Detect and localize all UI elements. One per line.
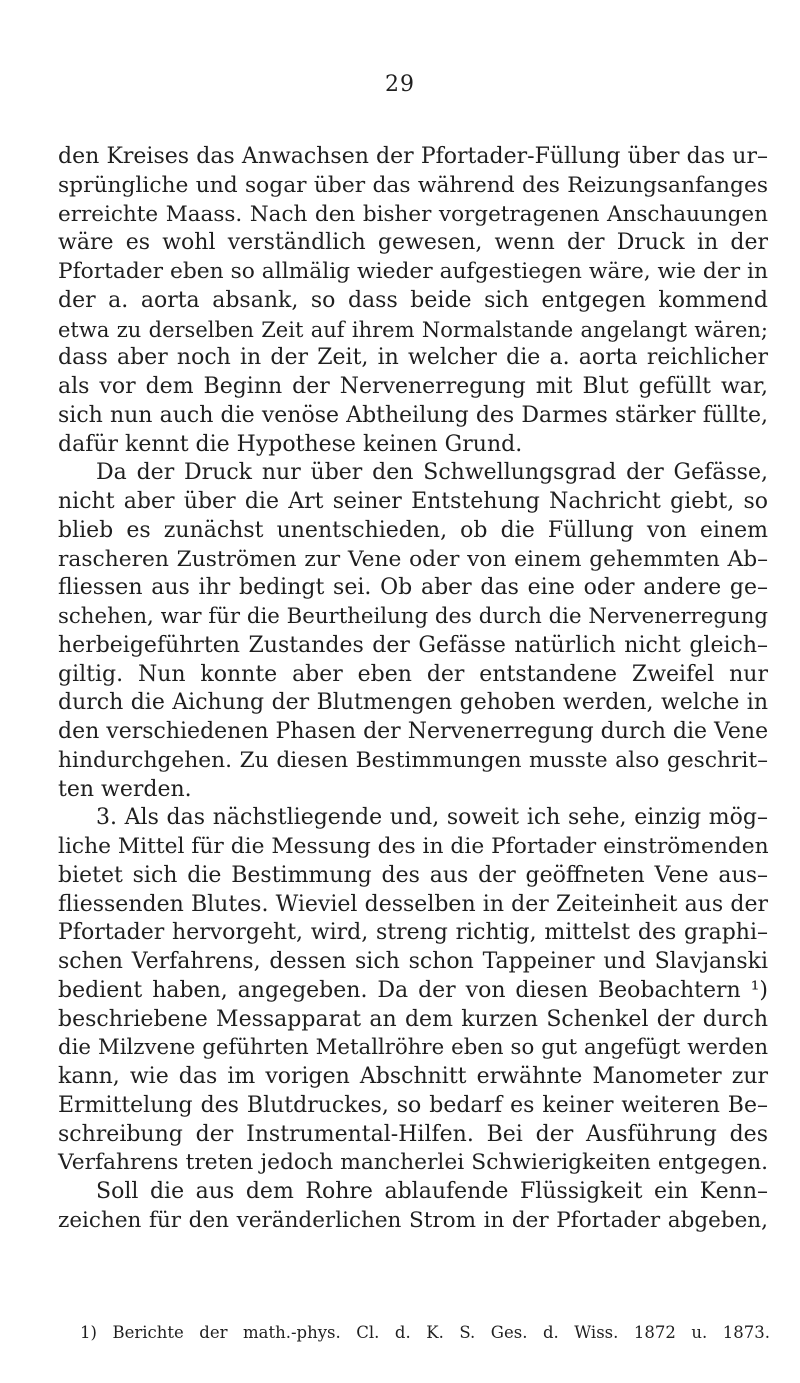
footnote: 1) Berichte der math.-phys. Cl. d. K. S. Ges. d. Wiss. 1872 u. 1873.	[80, 1323, 770, 1342]
text-line: kann, wie das im vorigen Abschnitt erwähnte Manometer zur	[58, 1064, 768, 1089]
text-line: 3. Als das nächstliegende und, soweit ich sehe, einzig mög–	[96, 805, 768, 831]
text-line: dass aber noch in der Zeit, in welcher die a. aorta reichlicher	[58, 345, 768, 371]
body-text	[58, 143, 768, 1236]
text-line: schen Verfahrens, dessen sich schon Tappeiner und Slavjanski	[58, 949, 768, 974]
text-line: etwa zu derselben Zeit auf ihrem Normalstande angelangt wären;	[58, 317, 768, 342]
text-line: ten werden.	[58, 776, 192, 802]
text-line: zeichen für den veränderlichen Strom in der Pfortader abgeben,	[58, 1207, 768, 1233]
text-line: wäre es wohl verständlich gewesen, wenn der Druck in der	[58, 230, 768, 256]
text-line: blieb es zunächst unentschieden, ob die Füllung von einem	[58, 517, 768, 543]
text-line: den verschiedenen Phasen der Nervenerregung durch die Vene	[58, 719, 769, 744]
text-line: beschriebene Messapparat an dem kurzen Schenkel der durch	[58, 1006, 768, 1032]
text-line: die Milzvene geführten Metallröhre eben so gut angefügt werden	[58, 1035, 768, 1061]
text-line: als vor dem Beginn der Nervenerregung mit Blut gefüllt war,	[58, 374, 768, 399]
text-line: Da der Druck nur über den Schwellungsgrad der Gefässe,	[96, 460, 768, 486]
text-line: herbeigeführten Zustandes der Gefässe natürlich nicht gleich–	[58, 632, 768, 658]
page-number: 29	[385, 72, 415, 97]
text-line: sprüngliche und sogar über das während des Reizungsanfanges	[58, 172, 768, 198]
text-line: bedient haben, angegeben. Da der von diesen Beobachtern ¹)	[58, 977, 768, 1003]
text-line: fliessen aus ihr bedingt sei. Ob aber das eine oder andere ge–	[58, 575, 768, 601]
text-line: sich nun auch die venöse Abtheilung des Darmes stärker füllte,	[58, 402, 768, 428]
text-line: liche Mittel für die Messung des in die Pfortader einströmenden	[58, 834, 769, 859]
text-line: erreichte Maass. Nach den bisher vorgetragenen Anschauungen	[58, 201, 768, 227]
text-line: Pfortader hervorgeht, wird, streng richtig, mittelst des graphi–	[58, 920, 768, 946]
text-line: bietet sich die Bestimmung des aus der geöffneten Vene aus–	[58, 862, 768, 888]
text-line: durch die Aichung der Blutmengen gehoben werden, welche in	[58, 690, 768, 716]
text-line: nicht aber über die Art seiner Entstehung Nachricht giebt, so	[58, 489, 768, 514]
text-line: der a. aorta absank, so dass beide sich entgegen kommend	[58, 287, 768, 313]
text-line: hindurchgehen. Zu diesen Bestimmungen musste also geschrit–	[58, 747, 768, 773]
text-line: fliessenden Blutes. Wieviel desselben in der Zeiteinheit aus der	[58, 891, 768, 917]
text-line: Ermittelung des Blutdruckes, so bedarf es keiner weiteren Be–	[58, 1092, 768, 1118]
text-line: Verfahrens treten jedoch mancherlei Schwierigkeiten entgegen.	[58, 1150, 768, 1176]
text-line: dafür kennt die Hypothese keinen Grund.	[58, 431, 523, 457]
text-line: Pfortader eben so allmälig wieder aufgestiegen wäre, wie der in	[58, 259, 768, 284]
text-line: schehen, war für die Beurtheilung des durch die Nervenerregung	[58, 604, 768, 629]
text-line: rascheren Zuströmen zur Vene oder von einem gehemmten Ab–	[58, 546, 768, 572]
text-line: den Kreises das Anwachsen der Pfortader-Füllung über das ur–	[58, 144, 768, 169]
text-line: Soll die aus dem Rohre ablaufende Flüssigkeit ein Kenn–	[96, 1179, 768, 1204]
text-line: giltig. Nun konnte aber eben der entstandene Zweifel nur	[58, 661, 768, 687]
text-line: schreibung der Instrumental-Hilfen. Bei der Ausführung des	[58, 1121, 768, 1147]
